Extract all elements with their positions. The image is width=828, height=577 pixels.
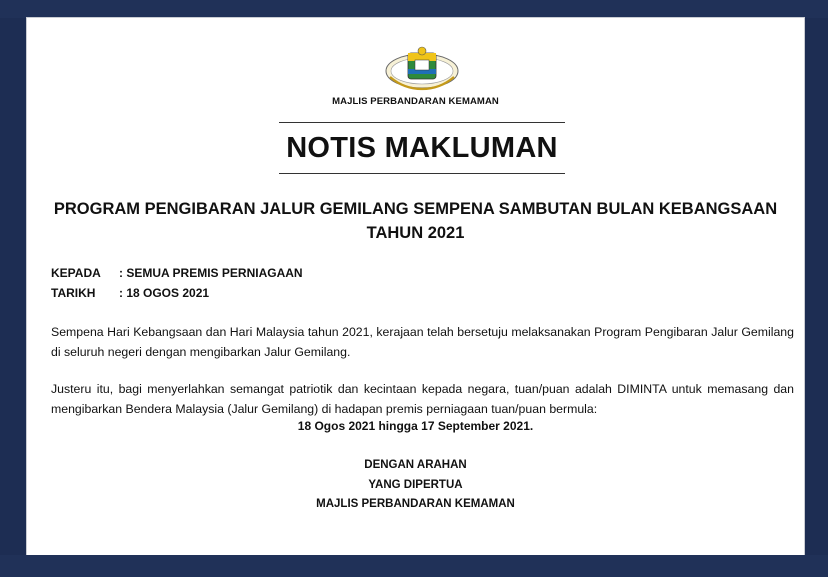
- program-title-line1: PROGRAM PENGIBARAN JALUR GEMILANG SEMPENA SAMBUTAN BULAN KEBANGSAAN: [53, 200, 778, 218]
- program-title-line2: TAHUN 2021: [366, 224, 465, 242]
- frame-bottom-border: [0, 555, 828, 577]
- signature-line-1: DENGAN ARAHAN: [364, 459, 467, 471]
- recipient-label: KEPADA: [51, 266, 101, 280]
- date-row: [51, 286, 209, 300]
- flag-period: 18 Ogos 2021 hingga 17 September 2021.: [297, 419, 534, 433]
- body-paragraph-2: Justeru itu, bagi menyerlahkan semangat patriotik dan kecintaan kepada negara, tuan/puan adalah DIMINTA untuk memasang dan mengibarkan Bendera Malaysia (Jalur Gemilang) di hadapan premis perniagaan tuan/puan bermula:: [51, 382, 794, 416]
- program-title: [47, 197, 784, 245]
- notice-sheet: [27, 18, 804, 555]
- recipient-row: [51, 266, 303, 280]
- council-crest-logo-icon: [384, 45, 460, 91]
- council-name-header: MAJLIS PERBANDARAN KEMAMAN: [332, 96, 499, 107]
- recipient-value: : SEMUA PREMIS PERNIAGAAN: [119, 266, 303, 280]
- date-label: TARIKH: [51, 286, 96, 300]
- signature-line-3: MAJLIS PERBANDARAN KEMAMAN: [316, 498, 515, 510]
- date-value: : 18 OGOS 2021: [119, 286, 210, 300]
- notice-title: NOTIS MAKLUMAN: [286, 132, 558, 164]
- body-paragraph-1: Sempena Hari Kebangsaan dan Hari Malaysia tahun 2021, kerajaan telah bersetuju melaksanakan Program Pengibaran Jalur Gemilang di seluruh negeri dengan mengibarkan Jalur Gemilang.: [51, 325, 794, 359]
- frame-top-border: [0, 0, 828, 18]
- notice-title-box: [279, 122, 565, 174]
- signature-line-2: YANG DIPERTUA: [368, 479, 463, 491]
